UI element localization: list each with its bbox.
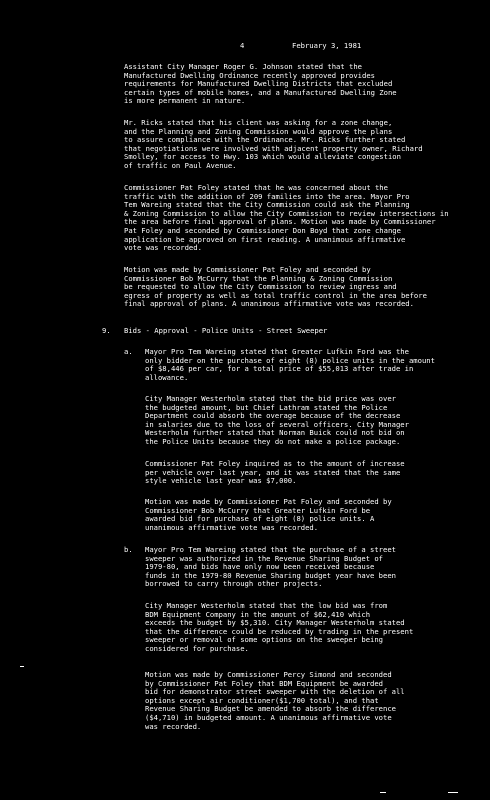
scan-speck [380,792,386,793]
section-title: Bids - Approval - Police Units - Street Sweeper [124,326,328,335]
intro-paragraph: Motion was made by Commissioner Pat Foley and seconded by Commissioner Bob McCurry that the Planning & Zoning Commission be requested to allow the City Commission to review ingress and egress of property as well as total traffic control in the area before final approval of plans. A unanimous affirmative vote was recorded. [124,265,427,309]
scan-speck [448,792,458,793]
margin-tick [20,666,24,667]
item-paragraph: City Manager Westerholm stated that the low bid was from BDM Equipment Company in the amount of $62,410 which exceeds the budget by $5,310. City Manager Westerholm stated that the difference could be reduced by trading in the present sweeper or removal of some options on the sweeper being considered for purchase. [145,601,414,653]
section-number: 9. [102,326,111,335]
page-date: February 3, 1981 [292,41,362,50]
item-paragraph: Motion was made by Commissioner Percy Simond and seconded by Commissioner Pat Foley that BDM Equipment be awarded bid for demonstrator street sweeper with the deletion of all options except air conditioner($1,700 total), and that Revenue Sharing Budget be amended to absorb the difference ($4,710) in budgeted amount. A unanimous affirmative vote was recorded. [145,670,405,731]
item-paragraph: Mayor Pro Tem Wareing stated that Greater Lufkin Ford was the only bidder on the purchase of eight (8) police units in the amount of $8,446 per car, for a total price of $55,013 after trade in allowance. [145,347,435,382]
intro-paragraph: Mr. Ricks stated that his client was asking for a zone change, and the Planning and Zoning Commission would approve the plans to assure compliance with the Ordinance. Mr. Ricks further stated that negotiations were involved with adjacent property owner, Richard Smolley, for access to Hwy. 103 which would alleviate congestion of traffic on Paul Avenue. [124,118,423,170]
item-label: a. [124,347,133,356]
item-paragraph: City Manager Westerholm stated that the bid price was over the budgeted amount, but Chief Lathram stated the Police Department could absorb the overage because of the decrease in salaries due to the loss of several officers. City Manager Westerholm further stated that Norman Buick could not bid on the Police Units because they do not make a police package. [145,394,409,446]
item-paragraph: Mayor Pro Tem Wareing stated that the purchase of a street sweeper was authorized in the Revenue Sharing Budget of 1979-80, and bids have only now been received because funds in the 1979-80 Revenue Sharing budget year have been borrowed to carry through other projects. [145,545,396,589]
item-label: b. [124,545,133,554]
page-number: 4 [240,41,245,50]
intro-paragraph: Assistant City Manager Roger G. Johnson stated that the Manufactured Dwelling Ordinance recently approved provides requirements for Manufactured Dwelling Districts that excluded certain types of mobile homes, and a Manufactured Dwelling Zone is more permanent in nature. [124,62,397,106]
intro-paragraph: Commissioner Pat Foley stated that he was concerned about the traffic with the addition of 209 families into the area. Mayor Pro Tem Wareing stated that the City Commission could ask the Planning & Zoning Commission to allow the City Commission to review intersections in the area before final approval of plans. Motion was made by Commissioner Pat Foley and seconded by Commissioner Don Boyd that zone change application be approved on first reading. A unanimous affirmative vote was recorded. [124,183,449,253]
item-paragraph: Commissioner Pat Foley inquired as to the amount of increase per vehicle over last year, and it was stated that the same style vehicle last year was $7,000. [145,459,405,486]
item-paragraph: Motion was made by Commissioner Pat Foley and seconded by Commissioner Bob McCurry that Greater Lufkin Ford be awarded bid for purchase of eight (8) police units. A unanimous affirmative vote was recorded. [145,497,392,532]
